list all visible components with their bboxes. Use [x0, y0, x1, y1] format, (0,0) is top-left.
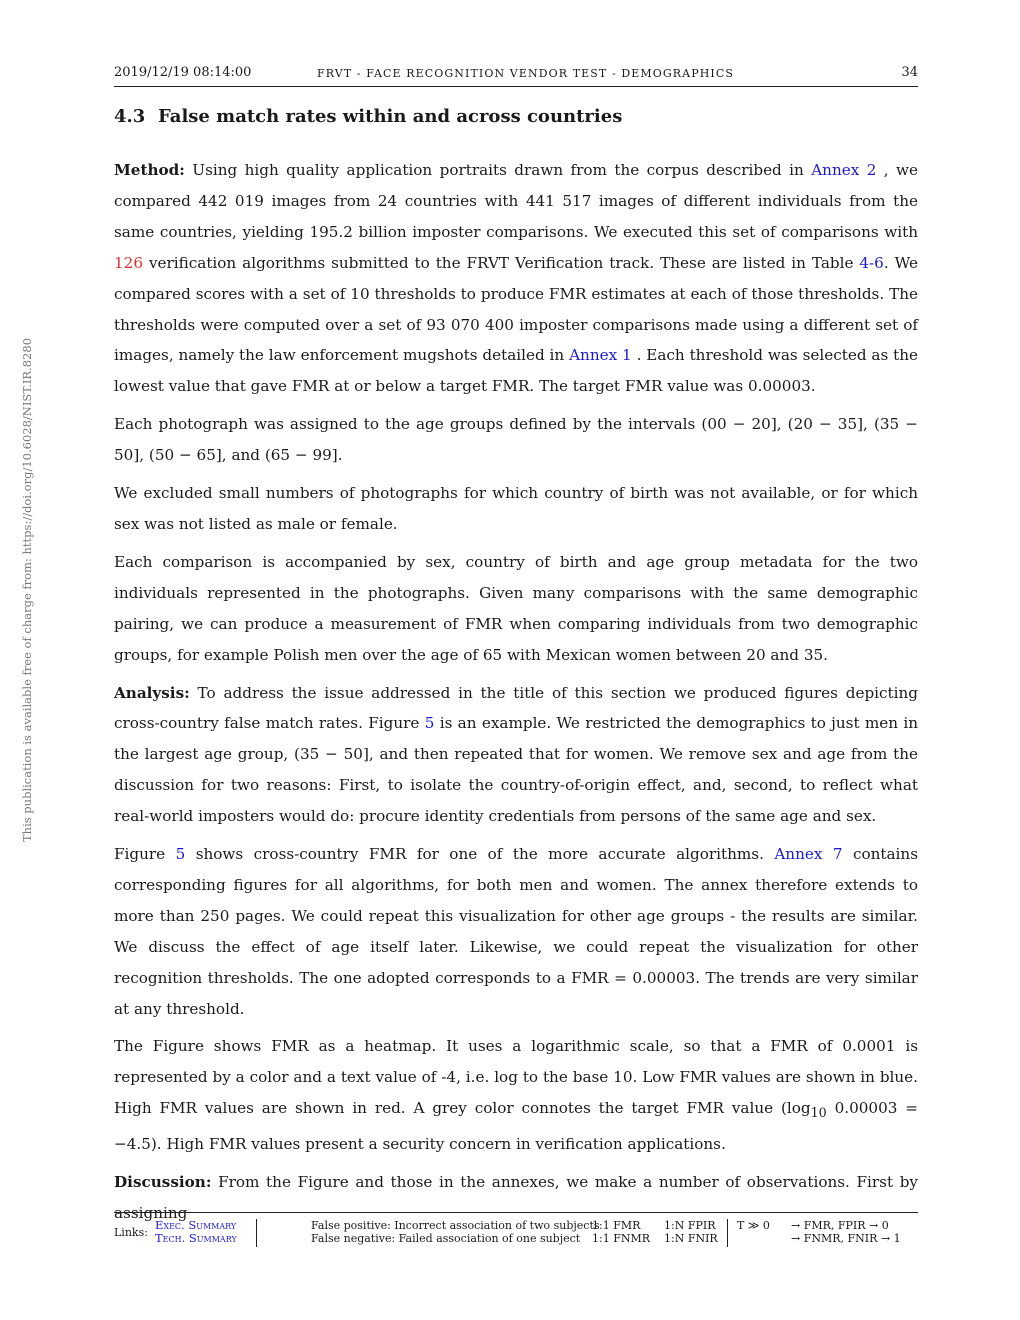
- divider: [256, 1219, 257, 1247]
- paragraph-metadata: Each comparison is accompanied by sex, country of birth and age group metadata for the two individuals represented in the photographs. Given many comparisons with the same demographic pairing, we can produce a measurement of FMR when comparing individuals from two demographic groups, for example Polish men over the age of 65 with Mexican women between 20 and 35.: [114, 552, 918, 664]
- figure-5-link[interactable]: 5: [175, 845, 186, 864]
- text: verification algorithms submitted to the FRVT Verification track. These are listed in Table: [143, 253, 860, 272]
- paragraph-figure: [114, 839, 918, 1024]
- method-label: Method:: [114, 161, 185, 179]
- text: 0.00003 = −4.5). High FMR values present a security concern in verification applications.: [114, 1099, 918, 1154]
- text: The Figure shows FMR as a heatmap. It uses a logarithmic scale, so that a FMR of 0.0001 is represented by a color and a text value of -4, i.e. log to the base 10. Low FMR values are shown in blue. High FMR values are shown in red. A grey color connotes the target FMR value (log: [114, 1037, 918, 1118]
- text: shows cross-country FMR for one of the more accurate algorithms.: [185, 845, 775, 864]
- threshold-results: [791, 1219, 901, 1245]
- exec-summary-link[interactable]: Exec. Summary: [155, 1218, 237, 1232]
- tech-summary-link[interactable]: Tech. Summary: [155, 1231, 237, 1245]
- annex-7-link[interactable]: Annex 7: [774, 845, 843, 864]
- text: . We compared scores with a set of 10 thresholds to produce FMR estimates at each of those thresholds. The thresholds were computed over a set of 93 070 400 imposter comparisons made using a different set of images, namely the law enforcement mugshots detailed in: [114, 253, 918, 365]
- definitions: [311, 1219, 600, 1245]
- paragraph-method: [114, 155, 918, 402]
- annex-2-link[interactable]: Annex 2: [811, 161, 877, 179]
- result-fmr: → FMR, FPIR → 0: [791, 1219, 889, 1232]
- fmr-term: 1:1 FMR: [592, 1219, 641, 1232]
- fnmr-term: 1:1 FNMR: [592, 1232, 651, 1245]
- fnir-term: 1:N FNIR: [664, 1232, 718, 1245]
- section-heading: [114, 106, 622, 127]
- algorithm-count-link[interactable]: 126: [114, 253, 143, 272]
- text: Using high quality application portraits drawn from the corpus described in: [184, 161, 812, 179]
- section-number: 4.3: [114, 106, 146, 127]
- fpir-term: 1:N FPIR: [664, 1219, 716, 1232]
- page-number: 34: [901, 65, 918, 80]
- text: Figure: [114, 845, 176, 864]
- paragraph-age-groups: Each photograph was assigned to the age groups defined by the intervals (00 − 20], (20 − 35], (35 − 50], (50 − 65], and (65 − 99].: [114, 415, 918, 465]
- identification-metrics: [664, 1219, 718, 1245]
- section-title: False match rates within and across countries: [158, 106, 623, 127]
- log-subscript: 10: [810, 1105, 827, 1121]
- text: To address the issue addressed in the title of this section we produced figures depicting cross-country false match rates. Figure: [114, 683, 918, 733]
- paragraph-analysis: [114, 678, 918, 833]
- paragraph-exclusions: We excluded small numbers of photographs for which country of birth was not available, or for which sex was not listed as male or female.: [114, 484, 918, 533]
- analysis-label: Analysis:: [114, 683, 190, 702]
- footer-links: [155, 1219, 237, 1245]
- page-header: [114, 64, 918, 87]
- annex-1-link[interactable]: Annex 1: [569, 346, 632, 365]
- threshold-condition: T ≫ 0: [737, 1219, 770, 1232]
- text: From the Figure and those in the annexes, we make a number of observations. First by assigning: [114, 1173, 918, 1223]
- paragraph-heatmap: [114, 1031, 918, 1160]
- header-title: FRVT - FACE RECOGNITION VENDOR TEST - DEMOGRAPHICS: [317, 67, 735, 80]
- table-ref-link[interactable]: 4-6: [859, 253, 884, 272]
- discussion-label: Discussion:: [114, 1173, 212, 1192]
- body-text: [114, 155, 918, 1236]
- false-negative-def: False negative: Failed association of one subject: [311, 1232, 581, 1245]
- verification-metrics: [592, 1219, 650, 1245]
- text: contains corresponding figures for all algorithms, for both men and women. The annex therefore extends to more than 250 pages. We could repeat this visualization for other age groups - the results are similar. We discuss the effect of age itself later. Likewise, we could repeat the visualization for other recognition thresholds. The one adopted corresponds to a FMR = 0.00003. The trends are very similar at any threshold.: [114, 845, 918, 1018]
- links-label: Links:: [114, 1226, 148, 1239]
- page-footer: [114, 1212, 918, 1253]
- divider: [727, 1219, 728, 1247]
- figure-5-link[interactable]: 5: [424, 714, 435, 733]
- text: , we compared 442 019 images from 24 countries with 441 517 images of different individuals from the same countries, yielding 195.2 billion imposter comparisons. We executed this set of comparisons with: [114, 161, 918, 241]
- text: . Each threshold was selected as the lowest value that gave FMR at or below a target FMR. The target FMR value was 0.00003.: [114, 346, 919, 396]
- text: is an example. We restricted the demographics to just men in the largest age group, (35 − 50], and then repeated that for women. We remove sex and age from the discussion for two reasons: First, to isolate the country-of-origin effect, and, second, to reflect what real-world imposters would do: procure identity credentials from persons of the same age and sex.: [114, 714, 918, 826]
- false-positive-def: False positive: Incorrect association of two subjects: [311, 1219, 600, 1232]
- doi-sidebar: This publication is available free of charge from: https://doi.org/10.6028/NIST.IR.8280: [20, 337, 34, 842]
- result-fnmr: → FNMR, FNIR → 1: [791, 1232, 901, 1245]
- header-date: 2019/12/19 08:14:00: [114, 65, 252, 80]
